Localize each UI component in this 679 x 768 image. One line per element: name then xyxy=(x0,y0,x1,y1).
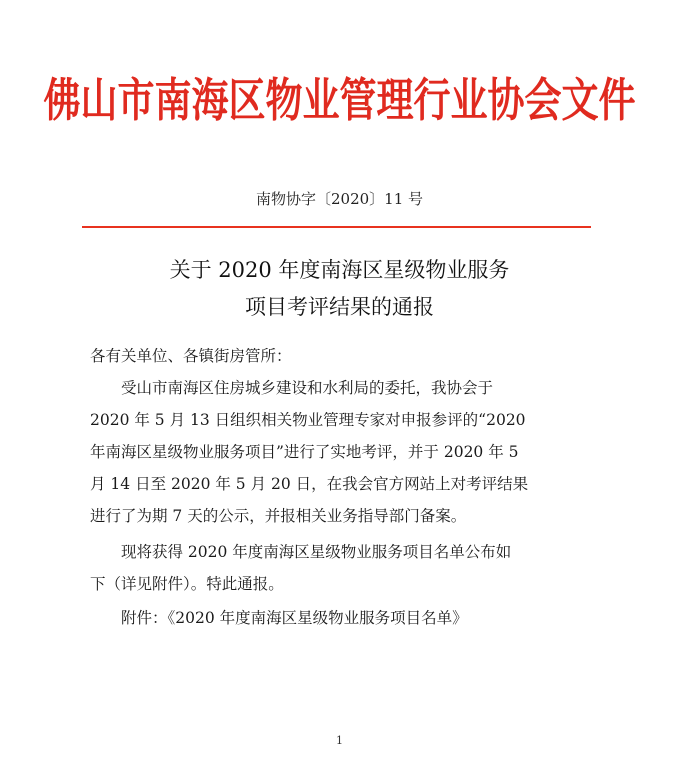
attachment-note: 附件：《2020 年度南海区星级物业服务项目名单》 xyxy=(90,609,468,627)
masthead-title: 佛山市南海区物业管理行业协会文件 xyxy=(43,72,636,127)
paragraph-1-line: 受山市南海区住房城乡建设和水利局的委托，我协会于 xyxy=(90,379,494,397)
document-number: 南物协字〔2020〕11 号 xyxy=(255,190,424,208)
paragraph-1-line: 年南海区星级物业服务项目”进行了实地考评，并于 2020 年 5 xyxy=(90,443,519,461)
paragraph-1-line: 月 14 日至 2020 年 5 月 20 日，在我会官方网站上对考评结果 xyxy=(90,475,529,493)
paragraph-2-line: 下（详见附件）。特此通报。 xyxy=(90,575,284,593)
salutation: 各有关单位、各镇街房管所： xyxy=(90,347,292,365)
notice-title-line-1: 关于 2020 年度南海区星级物业服务 xyxy=(169,258,510,282)
page-number: 1 xyxy=(336,734,343,747)
paragraph-1-line: 进行了为期 7 天的公示，并报相关业务指导部门备案。 xyxy=(90,507,467,525)
paragraph-1-line: 2020 年 5 月 13 日组织相关物业管理专家对申报参评的“2020 xyxy=(90,411,526,429)
paragraph-2-line: 现将获得 2020 年度南海区星级物业服务项目名单公布如 xyxy=(90,543,512,561)
notice-title-line-2: 项目考评结果的通报 xyxy=(245,295,434,319)
red-divider-rule xyxy=(82,226,591,228)
